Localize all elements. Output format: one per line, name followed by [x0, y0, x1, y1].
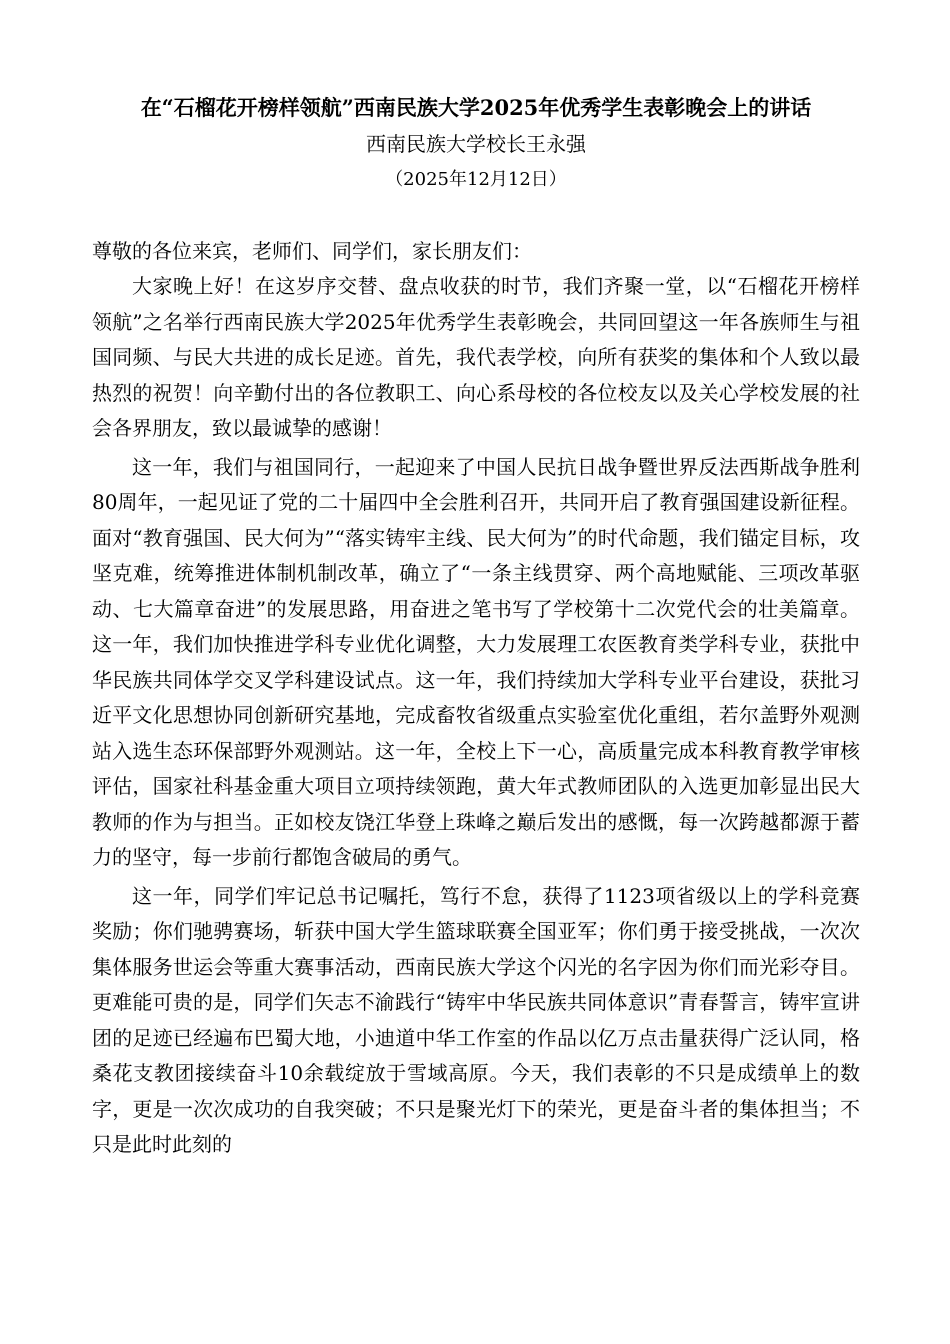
- document-date: （2025年12月12日）: [385, 169, 567, 190]
- paragraph-2: 这一年，我们与祖国同行，一起迎来了中国人民抗日战争暨世界反法西斯战争胜利80周年，一起见证了党的二十届四中全会胜利召开，共同开启了教育强国建设新征程。面对“教育强国、民大何为”“落实铸牢主线、民大何为”的时代命题，我们锚定目标，攻坚克难，统筹推进体制机制改革，确立了“一条主线贯穿、两个高地赋能、三项改革驱动、七大篇章奋进”的发展思路，用奋进之笔书写了学校第十二次党代会的壮美篇章。这一年，我们加快推进学科专业优化调整，大力发展理工农医教育类学科专业，获批中华民族共同体学交叉学科建设试点。这一年，我们持续加大学科专业平台建设，获批习近平文化思想协同创新研究基地，完成畜牧省级重点实验室优化重组，若尔盖野外观测站入选生态环保部野外观测站。这一年，全校上下一心，高质量完成本科教育教学审核评估，国家社科基金重大项目立项持续领跑，黄大年式教师团队的入选更加彰显出民大教师的作为与担当。正如校友饶江华登上珠峰之巅后发出的感慨，每一次跨越都源于蓄力的坚守，每一步前行都饱含破局的勇气。: [92, 454, 860, 869]
- paragraph-3: 这一年，同学们牢记总书记嘱托，笃行不怠，获得了1123项省级以上的学科竞赛奖励；你们驰骋赛场，斩获中国大学生篮球联赛全国亚军；你们勇于接受挑战，一次次集体服务世运会等重大赛事活动，西南民族大学这个闪光的名字因为你们而光彩夺目。更难能可贵的是，同学们矢志不渝践行“铸牢中华民族共同体意识”青春誓言，铸牢宣讲团的足迹已经遍布巴蜀大地，小迪道中华工作室的作品以亿万点击量获得广泛认同，格桑花支教团接续奋斗10余载绽放于雪域高原。今天，我们表彰的不只是成绩单上的数字，更是一次次成功的自我突破；不只是聚光灯下的荣光，更是奋斗者的集体担当；不只是此时此刻的: [92, 883, 860, 1156]
- greeting: 尊敬的各位来宾，老师们、同学们，家长朋友们：: [92, 239, 532, 263]
- document-title: 在“石榴花开榜样领航”西南民族大学2025年优秀学生表彰晚会上的讲话: [140, 95, 812, 120]
- paragraph-1: 大家晚上好！在这岁序交替、盘点收获的时节，我们齐聚一堂，以“石榴花开榜样领航”之名举行西南民族大学2025年优秀学生表彰晚会，共同回望这一年各族师生与祖国同频、与民大共进的成长足迹。首先，我代表学校，向所有获奖的集体和个人致以最热烈的祝贺！向辛勤付出的各位教职工、向心系母校的各位校友以及关心学校发展的社会各界朋友，致以最诚挚的感谢！: [92, 274, 860, 440]
- document-author: 西南民族大学校长王永强: [366, 132, 586, 156]
- document-page: [92, 92, 860, 1163]
